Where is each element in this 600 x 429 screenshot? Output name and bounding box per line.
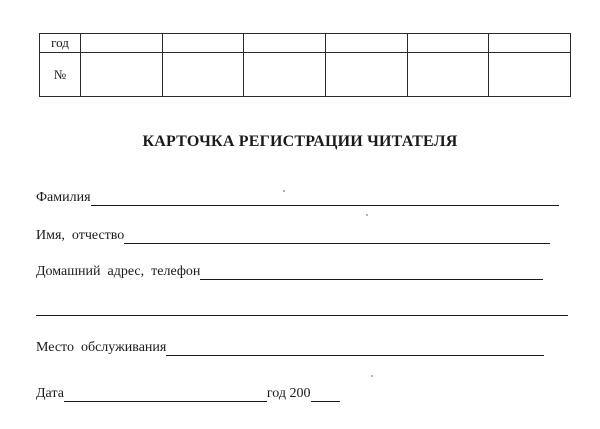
year-cell (407, 34, 489, 53)
number-row (40, 53, 571, 97)
number-cell (489, 53, 571, 97)
service-place-line[interactable] (166, 342, 544, 356)
number-cell (407, 53, 489, 97)
paper-speck (283, 190, 285, 192)
date-field (36, 386, 340, 402)
surname-field (36, 190, 559, 206)
address-field (36, 264, 543, 280)
year-digit-line[interactable] (311, 388, 340, 402)
address-label: Домашний адрес, телефон (36, 264, 201, 279)
year-cell (244, 34, 326, 53)
service-place-field (36, 340, 544, 356)
year-suffix-label: год 200 (266, 386, 311, 401)
date-label: Дата (36, 386, 64, 401)
surname-label: Фамилия (36, 190, 91, 205)
service-place-label: Место обслуживания (36, 340, 167, 355)
paper-speck (371, 375, 373, 377)
address-continuation-line[interactable] (36, 315, 568, 316)
paper-speck (366, 214, 368, 216)
number-cell (325, 53, 407, 97)
surname-line[interactable] (91, 192, 559, 206)
number-cell (244, 53, 326, 97)
number-cell (81, 53, 163, 97)
registration-grid (39, 33, 571, 97)
date-line[interactable] (64, 388, 267, 402)
year-row (40, 34, 571, 53)
year-cell (325, 34, 407, 53)
number-label: № (40, 53, 81, 97)
year-label: год (40, 34, 81, 53)
name-label: Имя, отчество (36, 228, 125, 243)
address-line[interactable] (200, 266, 543, 280)
name-field (36, 228, 550, 244)
year-cell (489, 34, 571, 53)
card-title: КАРТОЧКА РЕГИСТРАЦИИ ЧИТАТЕЛЯ (142, 133, 458, 150)
name-line[interactable] (124, 230, 550, 244)
number-cell (162, 53, 244, 97)
year-cell (162, 34, 244, 53)
year-cell (81, 34, 163, 53)
